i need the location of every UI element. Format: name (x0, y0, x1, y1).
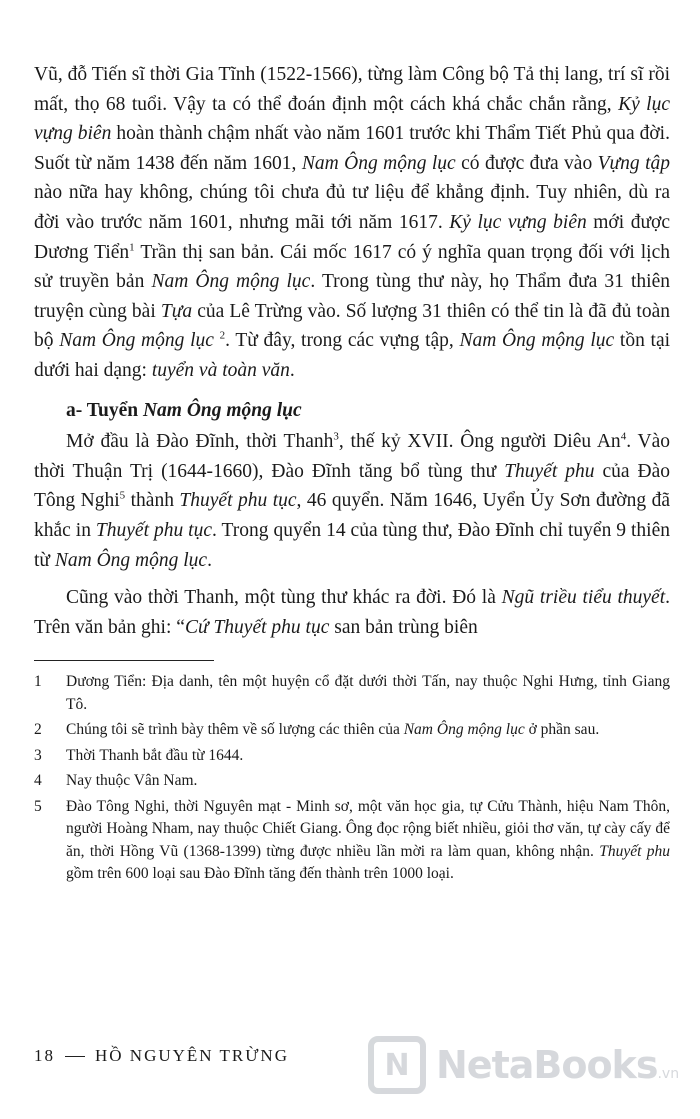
text-run: Dương Tiển: Địa danh, tên một huyện cổ đặt dưới thời Tấn, nay thuộc Nghi Hưng, tỉnh Giang Tô. (66, 673, 670, 713)
section-heading (66, 396, 670, 426)
footer-dash (65, 1056, 85, 1057)
text-run: có được đưa vào (455, 152, 598, 174)
running-author: HỒ NGUYÊN TRỪNG (95, 1046, 289, 1065)
text-run: nào nữa hay không, chúng tôi chưa đủ tư liệu để khẳng định. Tuy nhiên, dù ra đời vào trước năm 1601, nhưng mãi tới năm 1617. (34, 182, 670, 233)
text-run: , 46 quyển. Năm 1646, Uyển Ủy Sơn đường đã khắc in (34, 490, 670, 541)
footnote-text (66, 796, 670, 886)
footnote-number: 4 (34, 772, 42, 790)
footnote-text (66, 745, 670, 768)
footnote-ref: 1 (129, 241, 135, 254)
italic-text: Kỷ lục vựng biên (34, 93, 671, 145)
text-run: san bản trùng biên (329, 616, 478, 638)
italic-text: Thuyết phu tục (95, 519, 213, 541)
footnote (34, 671, 670, 716)
text-run: , thế kỷ XVII. Ông người Diêu An (338, 431, 621, 453)
watermark-brand: NetaBooks (436, 1043, 658, 1087)
body-text (34, 60, 670, 642)
footnote (34, 770, 670, 793)
netabooks-logo-icon: N (368, 1036, 426, 1094)
footnote-ref: 4 (620, 430, 627, 443)
italic-text: Kỷ lục vựng biên (449, 211, 587, 233)
italic-text: Ngũ triều tiểu thuyết (501, 587, 666, 609)
page-number: 18 (34, 1046, 55, 1065)
italic-text: Thuyết phu tục (179, 490, 297, 512)
footnote-ref: 3 (333, 430, 339, 443)
text-run: của Lê Trừng vào. Số lượng 31 thiên có thể tin là đã đủ toàn bộ (34, 300, 670, 352)
italic-text: Thuyết phu (599, 842, 670, 860)
text-run: của Đào Tông Nghi (34, 460, 670, 512)
text-run: Nay thuộc Vân Nam. (66, 772, 198, 790)
italic-text: Nam Ông mộng lục (403, 721, 525, 739)
text-run: . Từ đây, trong các vựng tập, (225, 330, 460, 352)
italic-text: Nam Ông mộng lục (54, 549, 208, 571)
footnote-number: 1 (34, 673, 42, 691)
italic-text: Thuyết phu (504, 460, 595, 482)
footnote-number: 2 (34, 721, 42, 739)
running-footer (34, 1046, 289, 1066)
footnotes (34, 671, 670, 886)
text-run: . (207, 549, 212, 571)
italic-text: Cứ Thuyết phu tục (184, 616, 330, 638)
text-run: . Trong quyển 14 của tùng thư, Đào Đĩnh chỉ tuyển 9 thiên từ (34, 519, 670, 571)
footnote-number: 5 (34, 797, 42, 815)
text-run: . (289, 359, 295, 381)
text-run: . Trong tùng thư này, họ Thẩm đưa 31 thiên truyện cùng bài (34, 271, 670, 322)
text-run: . Trên văn bản ghi: “ (34, 587, 670, 638)
footnote-text (66, 671, 670, 716)
text-run: gồm trên 600 loại sau Đào Đĩnh tăng đến thành trên 1000 loại. (66, 865, 454, 883)
italic-text: Nam Ông mộng lục (151, 271, 311, 293)
text-run: Chúng tôi sẽ trình bày thêm về số lượng các thiên của (66, 721, 404, 739)
footnote-ref: 5 (119, 489, 126, 502)
text-run: mới được Dương Tiển (34, 211, 670, 263)
paragraph-2 (34, 427, 670, 575)
footnote-text (66, 719, 670, 742)
footnote (34, 745, 670, 768)
footnote-ref: 2 (219, 329, 226, 342)
footnote (34, 796, 670, 886)
footnote-divider (34, 660, 214, 661)
text-run: Vũ, đỗ Tiến sĩ thời Gia Tĩnh (1522-1566), từng làm Công bộ Tả thị lang, trí sĩ rồi mất, thọ 68 tuổi. Vậy ta có thể đoán định một cách khá chắc chắn rằng, (34, 64, 670, 115)
text-run: Cũng vào thời Thanh, một tùng thư khác ra đời. Đó là (66, 587, 502, 609)
watermark-suffix: .vn (657, 1066, 680, 1082)
italic-text: Nam Ông mộng lục (142, 399, 302, 421)
book-page (34, 60, 670, 889)
watermark-text (436, 1043, 679, 1087)
publisher-watermark (368, 1030, 679, 1100)
footnote-text (66, 770, 670, 793)
footnote (34, 719, 670, 742)
paragraph-3 (34, 583, 670, 642)
text-run: Mở đầu là Đào Đĩnh, thời Thanh (66, 431, 334, 453)
paragraph-1 (34, 60, 670, 386)
text-run: a- Tuyển (66, 399, 143, 421)
text-run: tồn tại dưới hai dạng: (34, 330, 671, 381)
italic-text: Vựng tập (597, 152, 671, 174)
text-run: Trần thị san bản. Cái mốc 1617 có ý nghĩa quan trọng đối với lịch sử truyền bản (34, 241, 670, 293)
text-run: Thời Thanh bắt đầu từ 1644. (66, 746, 244, 764)
text-run: ở phần sau. (524, 721, 600, 739)
italic-text: Nam Ông mộng lục (459, 330, 615, 352)
text-run: hoàn thành chậm nhất vào năm 1601 trước khi Thẩm Tiết Phủ qua đời. Suốt từ năm 1438 đến năm 1601, (34, 123, 670, 174)
text-run: . Vào thời Thuận Trị (1644-1660), Đào Đĩnh tăng bổ tùng thư (34, 431, 670, 482)
italic-text: Tựa (160, 300, 193, 322)
text-run: Đào Tông Nghi, thời Nguyên mạt - Minh sơ, một văn học gia, tự Cửu Thành, hiệu Nam Thôn, người Hoàng Nham, nay thuộc Chiết Giang. Ông đọc rộng biết nhiều, giỏi thơ văn, tự cày cấy để ăn, thời Hồng Vũ (1368-1399) từng được nhiều lần mời ra làm quan, không nhận. (66, 797, 670, 860)
footnote-number: 3 (34, 746, 42, 764)
italic-text: tuyển và toàn văn (151, 359, 290, 381)
italic-text: Nam Ông mộng lục (59, 330, 214, 352)
italic-text: Nam Ông mộng lục (301, 152, 456, 174)
text-run: thành (125, 490, 180, 512)
